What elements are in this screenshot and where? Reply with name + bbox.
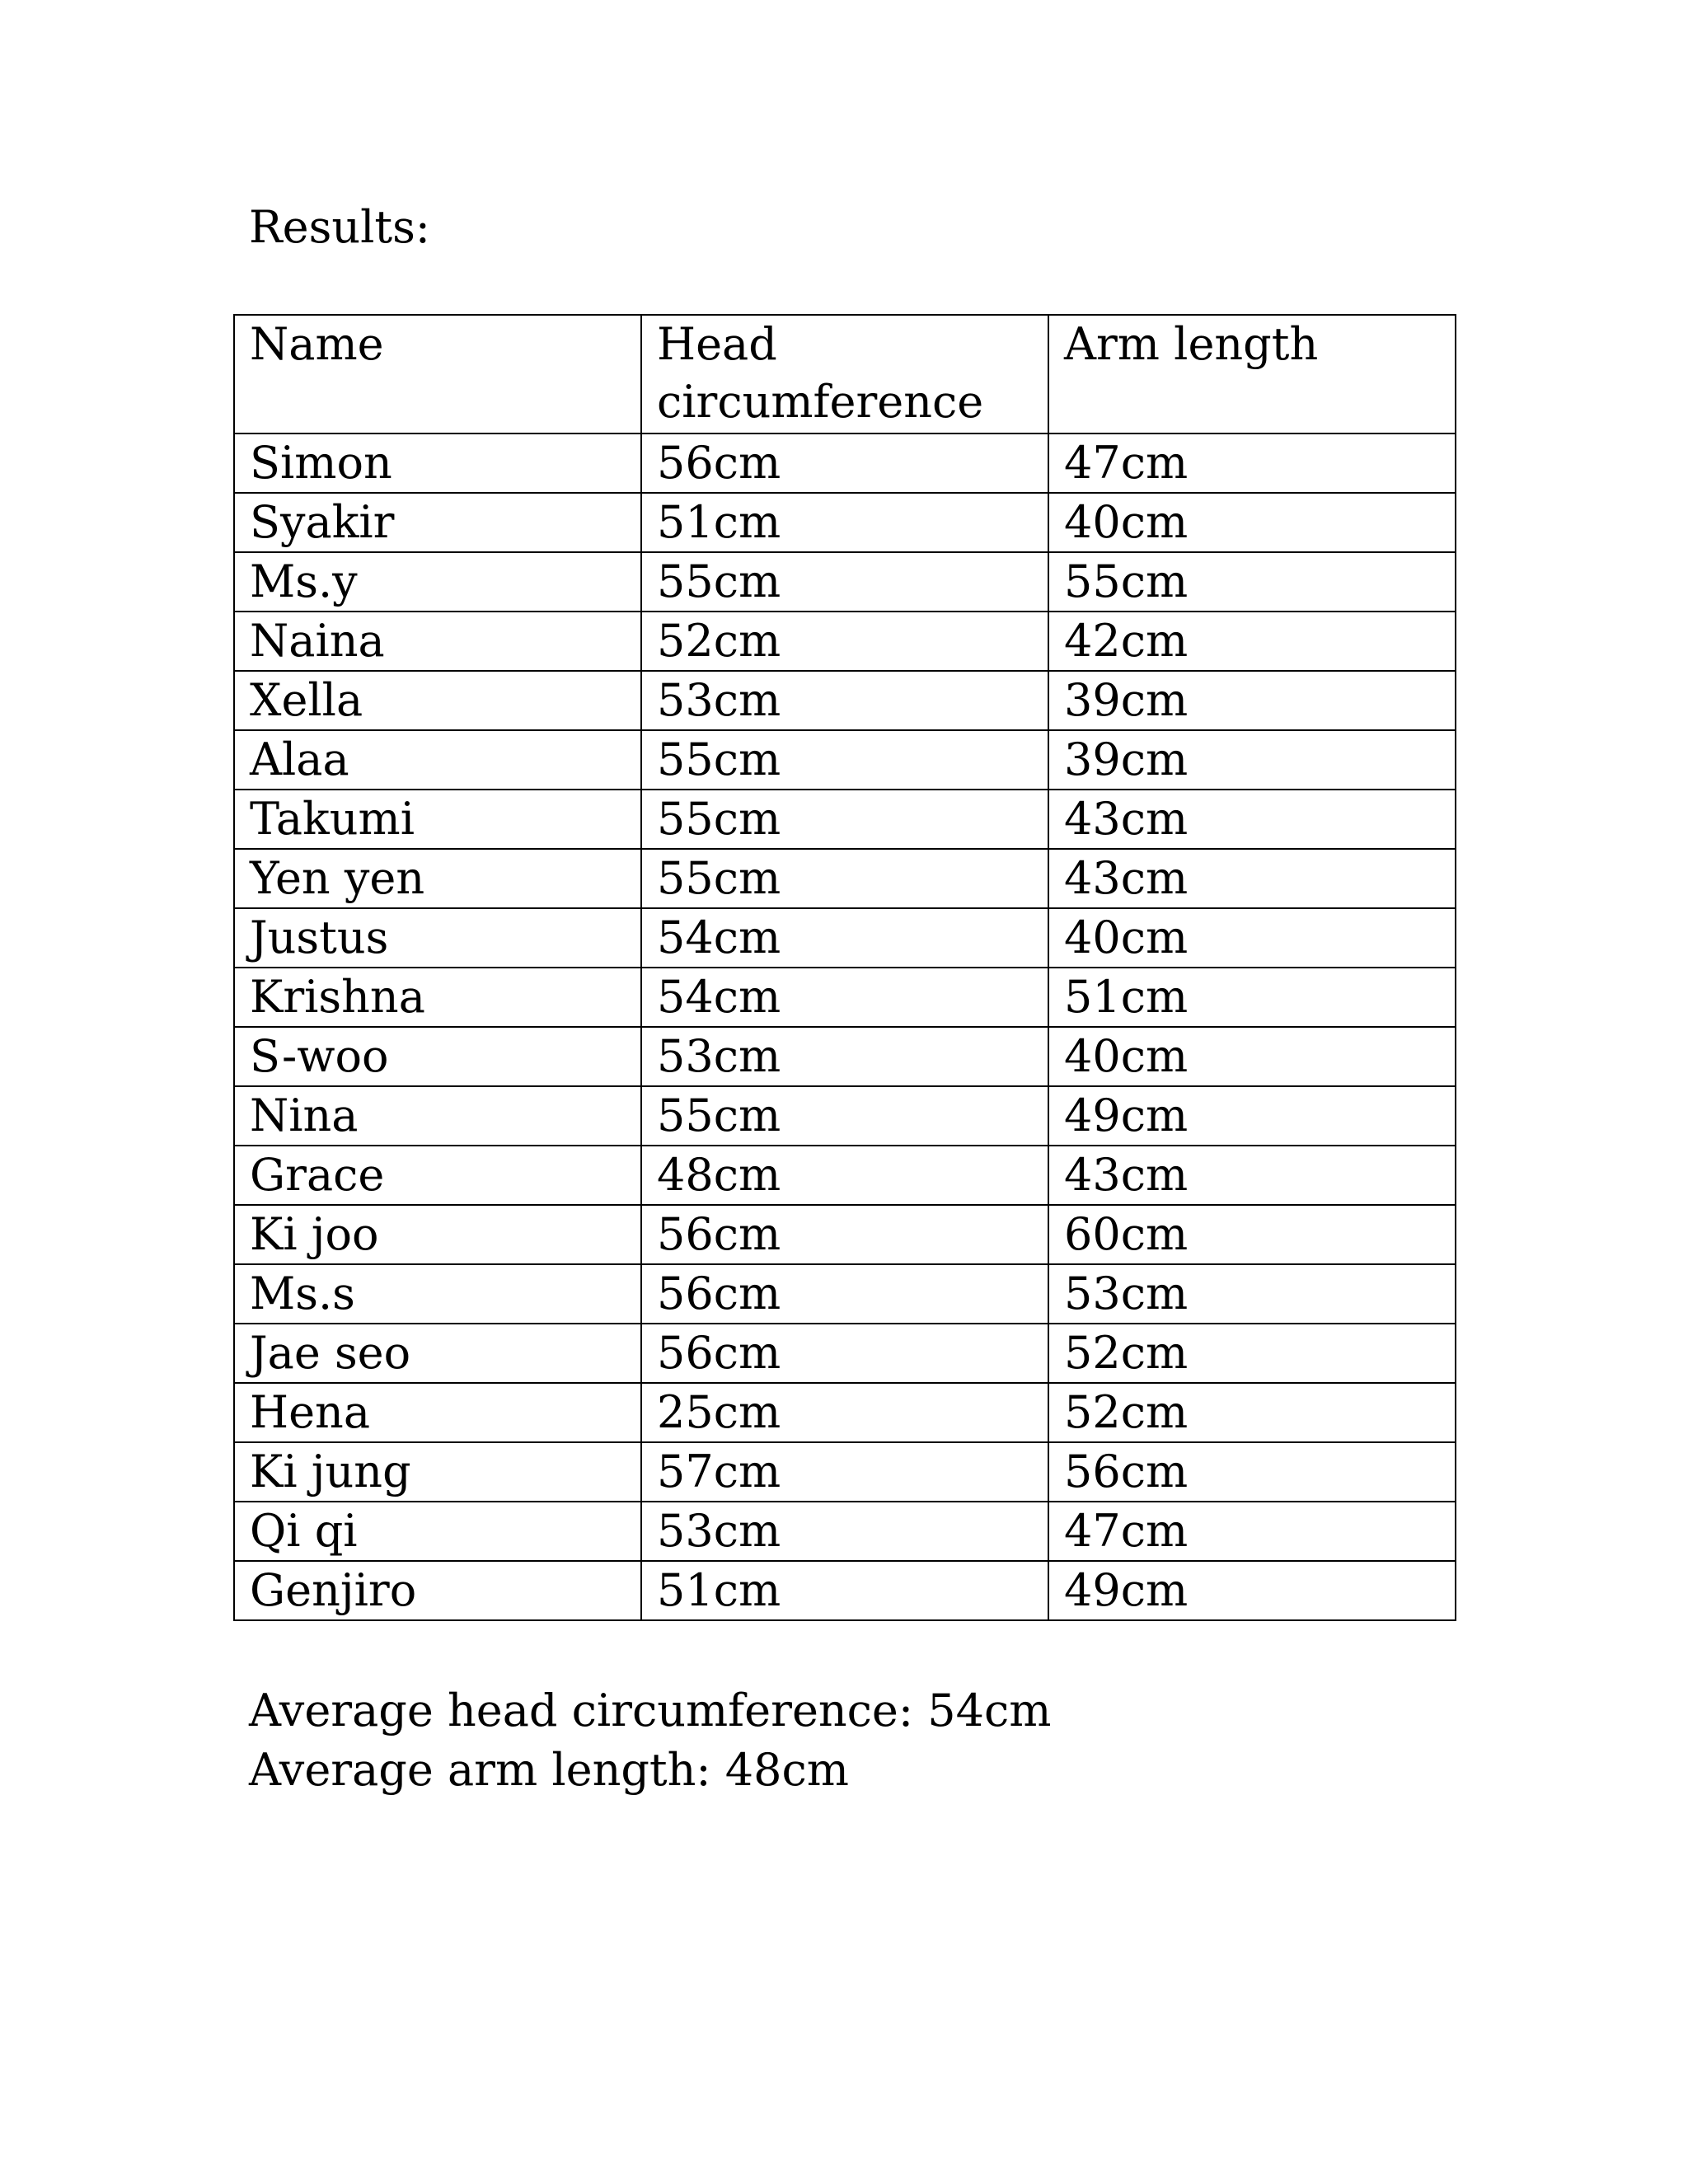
table-row <box>234 849 1456 908</box>
cell-arm-length: 47cm <box>1048 434 1456 493</box>
cell-head-circumference: 56cm <box>641 1324 1048 1383</box>
cell-arm-length: 43cm <box>1048 849 1456 908</box>
cell-name: Jae seo <box>234 1324 641 1383</box>
cell-name: S-woo <box>234 1027 641 1086</box>
cell-name: Naina <box>234 612 641 671</box>
cell-head-circumference: 48cm <box>641 1146 1048 1205</box>
table-header <box>234 315 1456 434</box>
table-row <box>234 1324 1456 1383</box>
cell-arm-length: 60cm <box>1048 1205 1456 1264</box>
cell-arm-length: 55cm <box>1048 552 1456 612</box>
cell-arm-length: 56cm <box>1048 1442 1456 1502</box>
cell-name: Nina <box>234 1086 641 1146</box>
table-row <box>234 1146 1456 1205</box>
cell-head-circumference: 51cm <box>641 1561 1048 1620</box>
cell-arm-length: 40cm <box>1048 1027 1456 1086</box>
table-row <box>234 968 1456 1027</box>
cell-name: Ki jung <box>234 1442 641 1502</box>
cell-name: Krishna <box>234 968 641 1027</box>
results-table <box>233 314 1456 1621</box>
cell-name: Simon <box>234 434 641 493</box>
cell-arm-length: 52cm <box>1048 1383 1456 1442</box>
cell-head-circumference: 54cm <box>641 908 1048 968</box>
cell-name: Alaa <box>234 730 641 790</box>
cell-arm-length: 40cm <box>1048 908 1456 968</box>
average-head-circumference: Average head circumference: 54cm <box>249 1685 1052 1736</box>
cell-name: Ms.y <box>234 552 641 612</box>
cell-head-circumference: 55cm <box>641 790 1048 849</box>
cell-head-circumference: 57cm <box>641 1442 1048 1502</box>
cell-arm-length: 53cm <box>1048 1264 1456 1324</box>
average-arm-length: Average arm length: 48cm <box>249 1744 849 1796</box>
header-arm-length: Arm length <box>1048 315 1456 434</box>
table-row <box>234 1561 1456 1620</box>
cell-head-circumference: 55cm <box>641 849 1048 908</box>
cell-name: Grace <box>234 1146 641 1205</box>
cell-name: Xella <box>234 671 641 730</box>
cell-arm-length: 51cm <box>1048 968 1456 1027</box>
table-row <box>234 1264 1456 1324</box>
header-name: Name <box>234 315 641 434</box>
cell-name: Syakir <box>234 493 641 552</box>
table-row <box>234 1442 1456 1502</box>
cell-name: Qi qi <box>234 1502 641 1561</box>
cell-arm-length: 42cm <box>1048 612 1456 671</box>
table-row <box>234 730 1456 790</box>
table-row <box>234 434 1456 493</box>
cell-head-circumference: 55cm <box>641 552 1048 612</box>
table-row <box>234 1205 1456 1264</box>
cell-name: Yen yen <box>234 849 641 908</box>
cell-name: Hena <box>234 1383 641 1442</box>
cell-head-circumference: 56cm <box>641 434 1048 493</box>
table-row <box>234 1383 1456 1442</box>
summary <box>249 1681 1051 1800</box>
cell-arm-length: 52cm <box>1048 1324 1456 1383</box>
cell-head-circumference: 56cm <box>641 1264 1048 1324</box>
cell-arm-length: 39cm <box>1048 730 1456 790</box>
cell-head-circumference: 56cm <box>641 1205 1048 1264</box>
header-head-circumference: Head circumference <box>641 315 1048 434</box>
table-body <box>234 434 1456 1620</box>
table-row <box>234 1027 1456 1086</box>
cell-arm-length: 49cm <box>1048 1561 1456 1620</box>
cell-name: Ki joo <box>234 1205 641 1264</box>
cell-arm-length: 39cm <box>1048 671 1456 730</box>
cell-name: Justus <box>234 908 641 968</box>
header-row <box>234 315 1456 434</box>
cell-arm-length: 47cm <box>1048 1502 1456 1561</box>
cell-head-circumference: 53cm <box>641 671 1048 730</box>
table-row <box>234 1502 1456 1561</box>
cell-head-circumference: 55cm <box>641 730 1048 790</box>
table-row <box>234 493 1456 552</box>
cell-name: Takumi <box>234 790 641 849</box>
cell-head-circumference: 52cm <box>641 612 1048 671</box>
cell-name: Ms.s <box>234 1264 641 1324</box>
cell-name: Genjiro <box>234 1561 641 1620</box>
cell-arm-length: 43cm <box>1048 1146 1456 1205</box>
table-row <box>234 671 1456 730</box>
table-row <box>234 552 1456 612</box>
cell-arm-length: 49cm <box>1048 1086 1456 1146</box>
cell-head-circumference: 54cm <box>641 968 1048 1027</box>
cell-arm-length: 43cm <box>1048 790 1456 849</box>
cell-head-circumference: 53cm <box>641 1027 1048 1086</box>
table-row <box>234 790 1456 849</box>
cell-arm-length: 40cm <box>1048 493 1456 552</box>
results-heading: Results: <box>249 201 430 253</box>
cell-head-circumference: 53cm <box>641 1502 1048 1561</box>
table-row <box>234 1086 1456 1146</box>
table-row <box>234 612 1456 671</box>
cell-head-circumference: 55cm <box>641 1086 1048 1146</box>
table-row <box>234 908 1456 968</box>
cell-head-circumference: 25cm <box>641 1383 1048 1442</box>
cell-head-circumference: 51cm <box>641 493 1048 552</box>
